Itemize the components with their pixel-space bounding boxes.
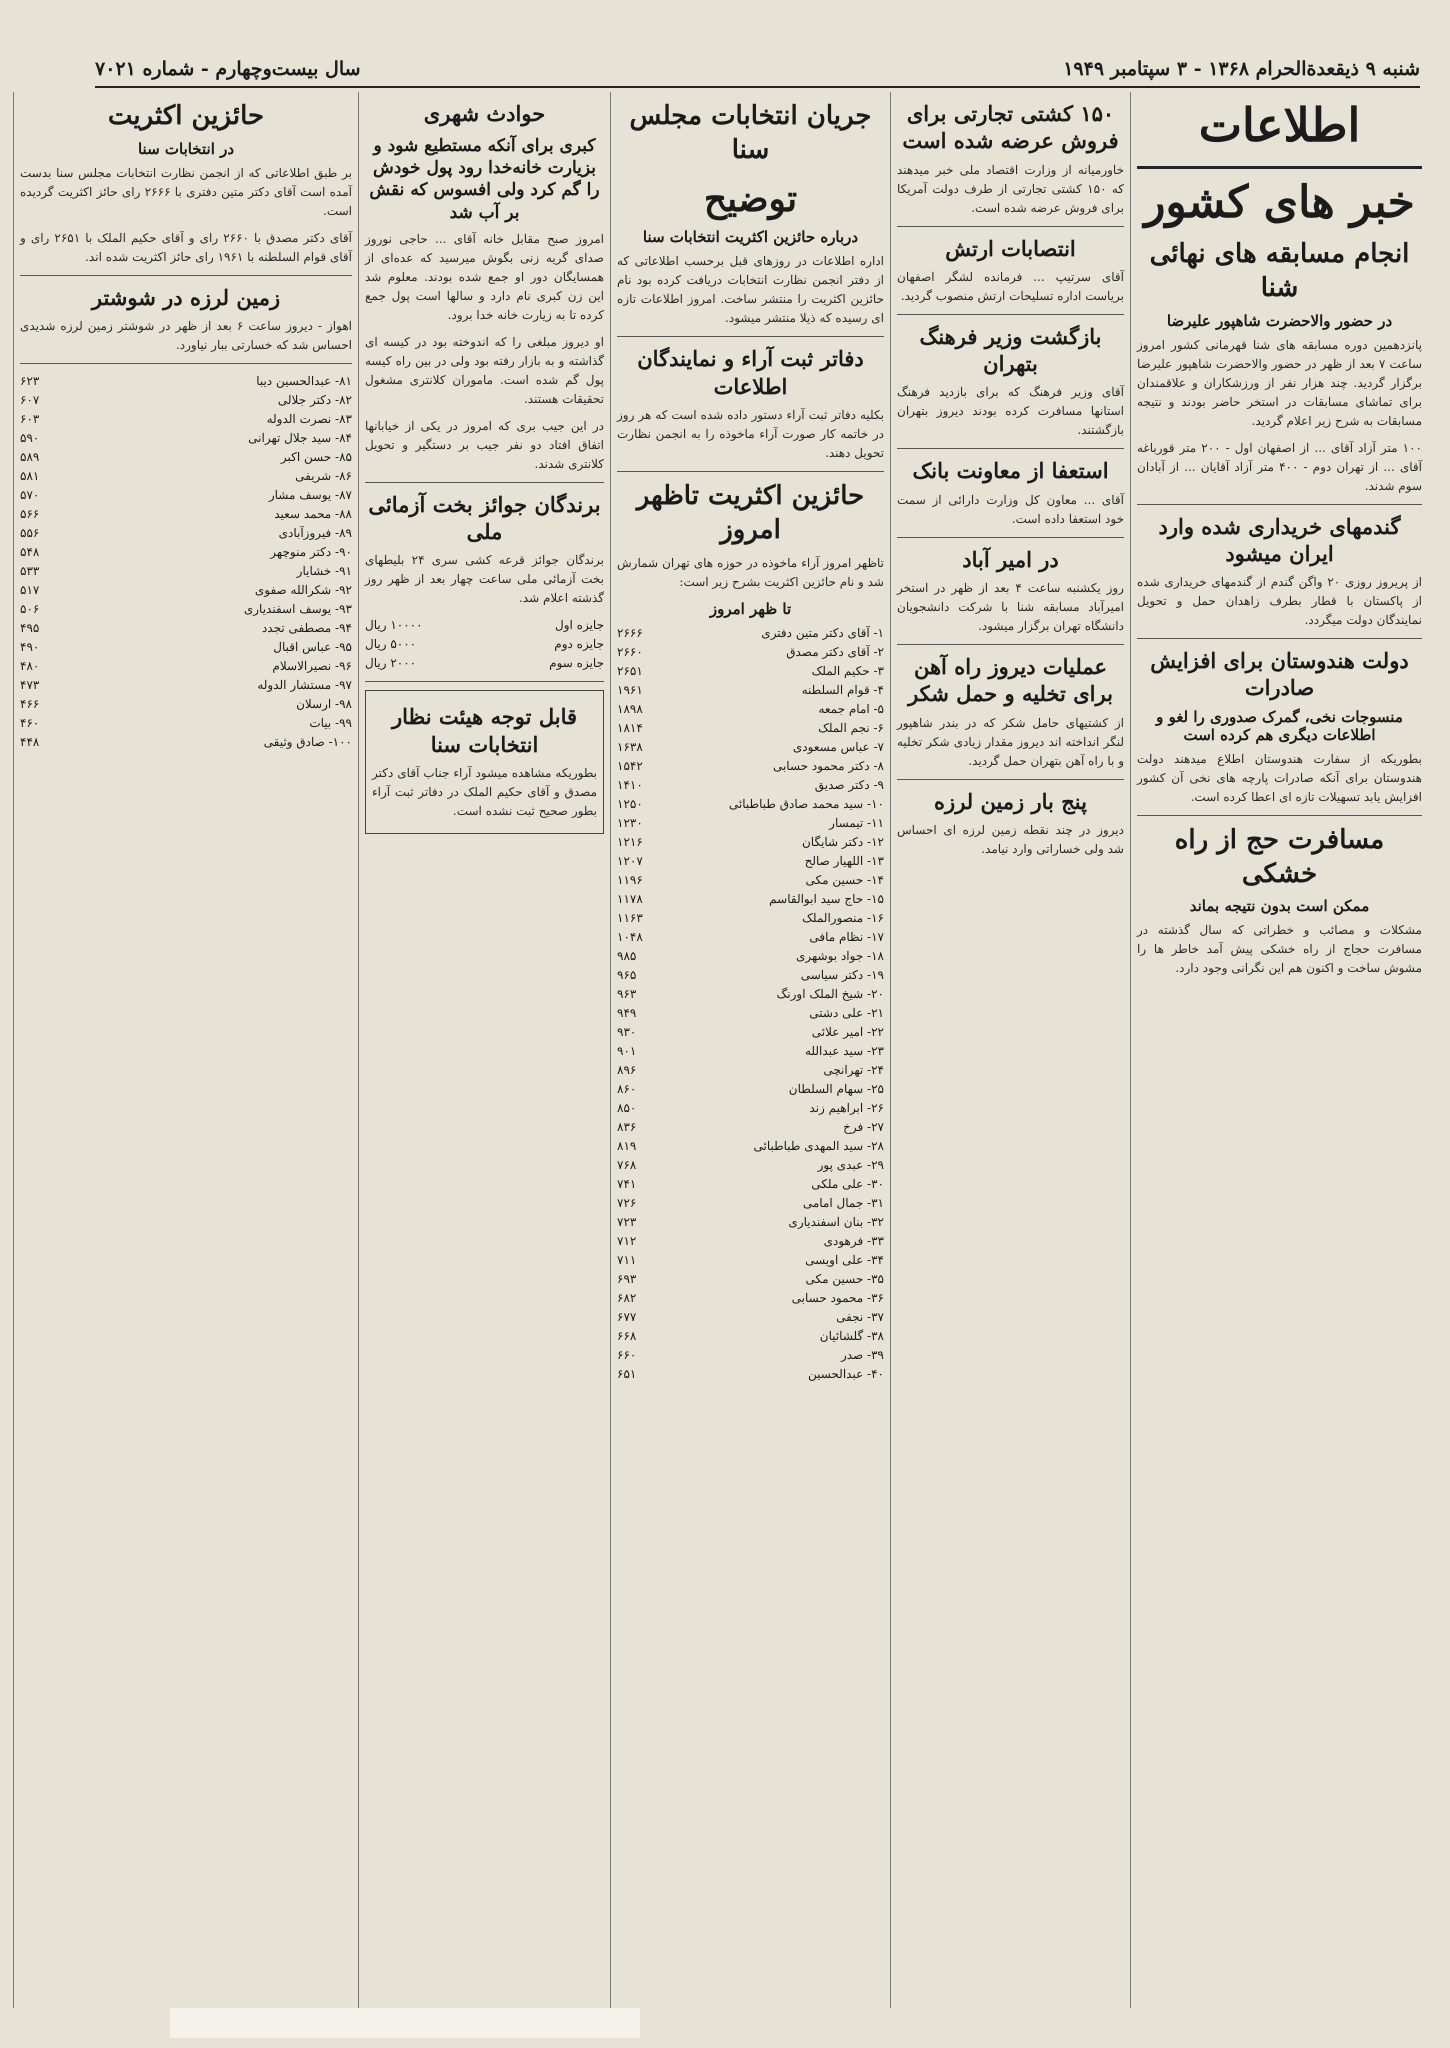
list-item-value: ۹۰۱: [617, 1043, 637, 1058]
list-item-label: ۳۱- جمال امامی: [802, 1195, 884, 1210]
headline-army: انتصابات ارتش: [945, 235, 1076, 261]
list-item: [20, 733, 352, 752]
list-item-value: ۱۵۴۲: [617, 758, 643, 773]
masthead: اطلاعات: [1198, 98, 1361, 152]
list-item-value: ۱۲۳۰: [617, 815, 643, 830]
divider: [365, 482, 604, 483]
list-item-label: ۳۷- نجفی: [836, 1309, 884, 1324]
list-item-label: ۴- قوام السلطنه: [801, 682, 884, 697]
divider: [897, 314, 1124, 315]
column-1: [1130, 92, 1428, 2008]
list-item-label: ۱۳- اللهیار صالح: [804, 853, 884, 868]
list-item: [20, 524, 352, 543]
list-item: [20, 638, 352, 657]
list-item: [20, 695, 352, 714]
list-item-value: ۴۶۰: [20, 716, 40, 731]
headline-earthquake: پنج بار زمین لرزه: [934, 788, 1087, 814]
list-item-value: ۱۹۶۱: [617, 682, 643, 697]
list-item-label: ۳۹- صدر: [840, 1347, 884, 1362]
list-item: [20, 562, 352, 581]
list-item-label: ۲۴- تهرانچی: [823, 1062, 884, 1077]
list-item: [617, 681, 884, 700]
article-body: مشکلات و مصائب و خطراتی که سال گذشته در مسافرت حجاج از راه خشکی پیش آمد خاطر ها را مشوش ساخت و اکنون هم این نگرانی وجود دارد.: [1137, 923, 1422, 976]
list-item-value: ۶۰۳: [20, 412, 40, 427]
headline-ships: ۱۵۰ کشتی تجارتی برای فروش عرضه شده است: [902, 101, 1119, 154]
headline-shushtar: زمین لرزه در شوشتر: [91, 284, 281, 310]
list-title: تا ظهر امروز: [709, 599, 792, 618]
headline-kobra: کبری برای آنکه مستطیع شود و بزیارت خانه‌خدا رود پول خودش را گم کرد ولی افسوس که نقش بر آب شد: [369, 136, 600, 223]
article-body: از کشتیهای حامل شکر که در بندر شاهپور لنگر انداخته اند دیروز مقدار زیادی شکر تخلیه و با راه آهن بتهران حمل گردید.: [897, 715, 1124, 768]
list-item-value: ۷۱۱: [617, 1252, 637, 1267]
headline-swimming: انجام مسابقه های نهائی شنا: [1149, 239, 1410, 303]
list-item: [20, 600, 352, 619]
list-item-label: ۷- عباس مسعودی: [792, 739, 884, 754]
list-item-value: ۱۰۴۸: [617, 929, 643, 944]
headline-registry: دفاتر ثبت آراء و نمایندگان اطلاعات: [637, 346, 864, 399]
list-item-value: ۵۸۹: [20, 450, 40, 465]
list-item-value: ۵۷۰: [20, 488, 40, 503]
list-item-value: ۹۶۳: [617, 986, 637, 1001]
list-item-label: ۱۵- حاج سید ابوالقاسم: [769, 891, 884, 906]
list-item: [365, 635, 604, 654]
divider: [20, 275, 352, 276]
list-item-label: ۲۱- علی دشتی: [809, 1005, 884, 1020]
list-item-value: ۹۴۹: [617, 1005, 637, 1020]
list-item: [20, 657, 352, 676]
list-item-value: ۵۴۸: [20, 545, 40, 560]
divider: [20, 363, 352, 364]
blank-strip: [170, 2008, 640, 2038]
article-body: امروز صبح مقابل خانه آقای ... حاجی نوروز صدای گریه زنی بگوش میرسید که عده‌ای از همسایگان دور او جمع شده بودند. معلوم شد این زن کبری نام دارد و سالها است پول جمع کرده تا به زیارت خانه خدا برود.: [365, 231, 604, 322]
list-item: [617, 1080, 884, 1099]
list-item-label: ۳۴- علی اویسی: [805, 1252, 884, 1267]
list-item: [617, 1156, 884, 1175]
list-item: [20, 714, 352, 733]
list-item-label: ۲۶- ابراهیم زند: [809, 1100, 884, 1115]
subheadline-hajj: ممکن است بدون نتیجه بماند: [1189, 897, 1370, 916]
divider: [897, 644, 1124, 645]
list-item-value: ۱۴۱۰: [617, 777, 643, 792]
subheadline-winners: در انتخابات سنا: [137, 139, 235, 158]
list-item-value: ۹۸۵: [617, 948, 637, 963]
list-item-value: ۶۶۸: [617, 1328, 637, 1343]
headline-lottery: برندگان جوائز بخت آزمائی ملی: [368, 491, 601, 544]
headline-senate: جریان انتخابات مجلس سنا: [629, 101, 872, 165]
list-item: [617, 985, 884, 1004]
list-item-label: ۲۵- سهام السلطان: [788, 1081, 884, 1096]
list-item: [617, 909, 884, 928]
article-body: ۱۰۰ متر آزاد آقای ... از اصفهان اول - ۲۰۰ متر قورباغه آقای ... از تهران دوم - ۴۰۰ متر آزاد آقایان ... از آبادان سوم شدند.: [1137, 440, 1423, 493]
column-3: [610, 92, 890, 2008]
article-body: از پریروز روزی ۲۰ واگن گندم از گندمهای خریداری شده از پاکستان با قطار بطرف زاهدان حمل و تحویل نمایندگان دولت میگردد.: [1137, 575, 1422, 628]
headline-city-news: حوادث شهری: [423, 101, 546, 126]
subheadline-explanation: درباره حائزین اکثریت انتخابات سنا: [642, 228, 859, 247]
divider: [1137, 815, 1422, 816]
list-item-value: ۷۱۲: [617, 1233, 637, 1248]
list-item-value: ۷۶۸: [617, 1157, 637, 1172]
divider: [897, 448, 1124, 449]
subheadline-swimming: در حضور والاحضرت شاهپور علیرضا: [1166, 311, 1393, 330]
list-item-label: ۳۶- محمود حسابی: [791, 1290, 884, 1305]
list-item: [617, 1308, 884, 1327]
list-item: [365, 616, 604, 635]
article-body: آقای سرتیپ ... فرمانده لشگر اصفهان بریاست اداره تسلیحات ارتش منصوب گردید.: [897, 269, 1124, 303]
list-item: [617, 1232, 884, 1251]
list-item-label: ۳۳- فرهودی: [823, 1233, 884, 1248]
article-body: روز یکشنبه ساعت ۴ بعد از ظهر در استخر امیرآباد مسابقه شنا با شرکت دانشجویان دانشگاه تهران برگزار میشود.: [897, 581, 1124, 634]
list-item: [617, 1042, 884, 1061]
list-item-value: ۲۶۶۶: [617, 625, 643, 640]
list-item-label: ۹۳- یوسف اسفندیاری: [243, 602, 352, 617]
list-item: [617, 1327, 884, 1346]
list-item-label: ۸۱- عبدالحسین دیبا: [256, 374, 352, 389]
list-item: [617, 947, 884, 966]
list-item: [617, 833, 884, 852]
list-item: [617, 1251, 884, 1270]
list-item: [20, 448, 352, 467]
votes-list: [617, 624, 884, 1384]
list-item-label: جایزه دوم: [554, 637, 604, 652]
list-item-label: ۲۸- سید المهدی طباطبائی: [753, 1138, 884, 1153]
list-item: [20, 486, 352, 505]
list-item-value: ۹۳۰: [617, 1024, 637, 1039]
list-item: [617, 1023, 884, 1042]
list-item-value: ۵۳۳: [20, 564, 40, 579]
list-item-label: ۸۸- محمد سعید: [274, 507, 352, 522]
list-item-label: ۸۶- شریفی: [295, 469, 352, 484]
list-item-value: ۱۱۶۳: [617, 910, 643, 925]
list-item-label: ۸۴- سید جلال تهرانی: [248, 431, 352, 446]
list-item-value: ۶۹۳: [617, 1271, 637, 1286]
article-body: او دیروز مبلغی را که اندوخته بود در کیسه ای گذاشته و به بازار رفته بود ولی در بین راه کیسه پول گم شده است. ماموران کلانتری مشغول تحقیقات هستند.: [365, 334, 604, 406]
list-item-value: ۵۰۰۰ ریال: [365, 637, 417, 652]
list-item: [617, 890, 884, 909]
divider: [365, 681, 604, 682]
list-item-value: ۱۸۱۴: [617, 720, 643, 735]
list-item: [20, 391, 352, 410]
article-body: بطوریکه از سفارت هندوستان اطلاع میدهند دولت هندوستان برای آنکه صادرات پارچه های نخی آن کشور افزایش یابد تسهیلات تازه ای اعطا کرده است.: [1137, 751, 1422, 804]
article-body: آقای وزیر فرهنگ که برای بازدید فرهنگ استانها مسافرت کرده بودند دیروز بتهران بازگشتند.: [897, 385, 1124, 438]
article-body: تاظهر امروز آراء ماخوذه در حوزه های تهران شمارش شد و نام حائزین اکثریت بشرح زیر است:: [617, 555, 884, 589]
list-item-label: ۲۹- عبدی پور: [817, 1157, 884, 1172]
list-item-value: ۸۶۰: [617, 1081, 637, 1096]
list-item-label: ۳۸- گلشائیان: [819, 1328, 884, 1343]
headline-majority-winners: حائزین اکثریت: [107, 101, 265, 131]
list-item-label: ۸- دکتر محمود حسابی: [772, 758, 884, 773]
list-item-value: ۸۵۰: [617, 1100, 637, 1115]
list-item-value: ۱۱۹۶: [617, 872, 643, 887]
list-item: [20, 505, 352, 524]
article-body: دیروز در چند نقطه زمین لرزه ای احساس شد ولی خساراتی وارد نیامد.: [897, 822, 1124, 856]
list-item: [617, 852, 884, 871]
list-item-label: ۱- آقای دکتر متین دفتری: [761, 625, 884, 640]
list-item: [365, 654, 604, 673]
list-item-value: ۴۴۸: [20, 735, 40, 750]
list-item: [20, 372, 352, 391]
list-item-label: ۲۷- فرخ: [843, 1119, 884, 1134]
list-item: [20, 676, 352, 695]
list-item-label: ۱۰- سید محمد صادق طباطبائی: [728, 796, 884, 811]
list-item-value: ۱۶۳۸: [617, 739, 643, 754]
list-item-label: ۹۹- بیات: [309, 716, 352, 731]
list-item-value: ۶۵۱: [617, 1366, 637, 1381]
list-item: [617, 1175, 884, 1194]
lottery-list: [365, 616, 604, 673]
header-issue: سال بیست‌وچهارم - شماره ۷۰۲۱: [95, 58, 361, 80]
list-item-value: ۴۸۰: [20, 659, 40, 674]
list-item-label: ۲- آقای دکتر مصدق: [786, 644, 884, 659]
list-item: [617, 1213, 884, 1232]
list-item-value: ۲۰۰۰ ریال: [365, 656, 417, 671]
list-item-value: ۴۹۵: [20, 621, 40, 636]
list-item-label: ۱۰۰- صادق وثیقی: [263, 735, 352, 750]
list-item: [20, 543, 352, 562]
list-item-label: جایزه اول: [555, 618, 604, 633]
list-item-value: ۱۱۷۸: [617, 891, 643, 906]
article-body: اهواز - دیروز ساعت ۶ بعد از ظهر در شوشتر زمین لرزه شدیدی احساس شد که خسارتی ببار نیاورد.: [20, 319, 352, 353]
headline-india: دولت هندوستان برای افزایش صادرات: [1150, 648, 1409, 701]
list-item: [617, 1118, 884, 1137]
list-item-label: ۹- دکتر صدیق: [814, 777, 884, 792]
headline-bank: استعفا از معاونت بانک: [912, 458, 1109, 484]
column-2: [890, 92, 1130, 2008]
list-item: [20, 410, 352, 429]
list-item: [617, 1137, 884, 1156]
list-item-value: ۶۸۲: [617, 1290, 637, 1305]
headline-minister: بازگشت وزیر فرهنگ بتهران: [919, 323, 1102, 377]
list-item-label: ۸۵- حسن اکبر: [280, 450, 352, 465]
list-item-label: ۹۵- عباس اقبال: [273, 640, 352, 655]
list-item: [617, 662, 884, 681]
divider: [897, 226, 1124, 227]
list-item-label: ۴۰- عبدالحسین: [807, 1366, 884, 1381]
list-item-label: ۹۷- مستشار الدوله: [257, 678, 352, 693]
list-item-value: ۱۲۱۶: [617, 834, 643, 849]
list-item-value: ۸۹۶: [617, 1062, 637, 1077]
list-item-value: ۸۳۶: [617, 1119, 637, 1134]
list-item-label: ۲۲- امیر علائی: [811, 1024, 884, 1039]
article-body: برندگان جوائز قرعه کشی سری ۲۴ بلیطهای بخت آزمائی ملی ساعت چهار بعد از ظهر روز گذشته اعلام شد.: [365, 553, 604, 606]
list-item-value: ۶۶۰: [617, 1347, 637, 1362]
votes-list: [20, 372, 352, 752]
list-item: [617, 719, 884, 738]
article-body: بر طبق اطلاعاتی که از انجمن نظارت انتخابات مجلس سنا بدست آمده است آقای دکتر متین دفتری با ۲۶۶۶ رای حائز اکثریت گردیده است.: [20, 165, 352, 218]
list-item: [20, 619, 352, 638]
list-item-value: ۷۲۶: [617, 1195, 637, 1210]
list-item: [617, 1061, 884, 1080]
list-item: [617, 928, 884, 947]
list-item-value: ۵۵۶: [20, 526, 40, 541]
headline-explanation: توضیح: [703, 177, 798, 220]
list-item-value: ۱۲۵۰: [617, 796, 643, 811]
article-body: بکلیه دفاتر ثبت آراء دستور داده شده است که هر روز در خاتمه کار صورت آراء ماخوذه را به انجمن نظارت تحویل دهند.: [617, 407, 884, 460]
list-item-value: ۷۴۱: [617, 1176, 637, 1191]
list-item-label: ۱۸- جواد بوشهری: [795, 948, 884, 963]
list-item: [617, 1004, 884, 1023]
list-item-label: ۹۴- مصطفی تجدد: [261, 621, 352, 636]
list-item: [617, 871, 884, 890]
list-item-value: ۲۶۶۰: [617, 644, 643, 659]
list-item-value: ۱۲۰۷: [617, 853, 643, 868]
list-item: [20, 429, 352, 448]
list-item-label: ۱۹- دکتر سیاسی: [800, 967, 884, 982]
list-item-value: ۴۶۶: [20, 697, 40, 712]
list-item-label: ۱۲- دکتر شایگان: [801, 834, 884, 849]
article-body: در این جیب بری که امروز در یکی از خیابانها اتفاق افتاد دو نفر جیب بر دستگیر و تحویل کلانتری شدند.: [365, 418, 604, 471]
header-bar: [95, 52, 1420, 88]
list-item-value: ۶۲۳: [20, 374, 40, 389]
list-item-value: ۵۸۱: [20, 469, 40, 484]
list-item: [617, 1289, 884, 1308]
headline-notice: قابل توجه هیئت نظار انتخابات سنا: [391, 704, 578, 757]
article-body: پانزدهمین دوره مسابقه های شنا قهرمانی کشور امروز ساعت ۷ بعد از ظهر در حضور والاحضرت شاهپور علیرضا برگزار گردید. چند هزار نفر از ورزشکاران و علاقمندان برای تماشای مسابقات در استخر حاضر بودند و نتیجه مسابقات به شرح زیر اعلام گردید.: [1137, 337, 1423, 428]
article-body: آقای دکتر مصدق با ۲۶۶۰ رای و آقای حکیم الملک با ۲۶۵۱ رای و آقای قوام السلطنه با ۱۹۶۱ رای حائز اکثریت شده اند.: [20, 230, 352, 264]
list-item-value: ۶۷۷: [617, 1309, 637, 1324]
list-item-label: ۸۷- یوسف مشار: [268, 488, 352, 503]
headline-amirabad: در امیر آباد: [962, 546, 1059, 572]
list-item: [617, 738, 884, 757]
section-title: خبر های کشور: [1137, 166, 1422, 228]
list-item-label: ۹۰- دکتر منوچهر: [270, 545, 352, 560]
list-item: [617, 1270, 884, 1289]
column-5: [13, 92, 358, 2008]
list-item-label: ۲۰- شیخ الملک اورنگ: [776, 986, 884, 1001]
list-item-label: ۹۱- خشایار: [296, 564, 352, 579]
list-item-label: ۳۲- بنان اسفندیاری: [788, 1214, 884, 1229]
subheadline-india: منسوجات نخی، گمرک صدوری را لغو و اطلاعات دیگری هم کرده است: [1156, 707, 1403, 744]
list-item-label: ۱۷- نظام مافی: [809, 929, 884, 944]
list-item-label: ۸۹- فیروزآبادی: [278, 526, 352, 541]
list-item: [617, 795, 884, 814]
list-item-label: ۱۴- حسین مکی: [805, 872, 884, 887]
list-item-value: ۷۲۳: [617, 1214, 637, 1229]
list-item-value: ۵۱۷: [20, 583, 40, 598]
list-item: [617, 700, 884, 719]
list-item-value: ۵۹۰: [20, 431, 40, 446]
divider: [1137, 638, 1422, 639]
list-item: [617, 624, 884, 643]
article-body: آقای ... معاون کل وزارت دارائی از سمت خود استعفا داده است.: [897, 492, 1124, 526]
list-item-value: ۴۹۰: [20, 640, 40, 655]
list-item-value: ۶۰۷: [20, 393, 40, 408]
list-item: [617, 757, 884, 776]
list-item: [617, 776, 884, 795]
divider: [897, 779, 1124, 780]
list-item-label: ۳۵- حسین مکی: [805, 1271, 884, 1286]
list-item-label: ۸۲- دکتر جلالی: [277, 393, 352, 408]
list-item: [617, 814, 884, 833]
list-item-label: ۹۲- شکرالله صفوی: [254, 583, 352, 598]
list-item-value: ۵۶۶: [20, 507, 40, 522]
list-item: [617, 966, 884, 985]
notice-box: [365, 690, 604, 834]
list-item: [617, 1099, 884, 1118]
list-item: [617, 1346, 884, 1365]
list-item-value: ۸۱۹: [617, 1138, 637, 1153]
list-item-value: ۹۶۵: [617, 967, 637, 982]
list-item: [617, 1194, 884, 1213]
divider: [897, 537, 1124, 538]
headline-wheat: گندمهای خریداری شده وارد ایران میشود: [1158, 513, 1401, 566]
list-item-value: ۴۷۳: [20, 678, 40, 693]
headline-railway: عملیات دیروز راه آهن برای تخلیه و حمل شکر: [908, 654, 1113, 707]
article-body: اداره اطلاعات در روزهای قبل برحسب اطلاعاتی که از دفتر انجمن نظارت انتخابات دریافت کرده بود نام حائزین اکثریت را منتشر ساخت. امروز اطلاعات تازه ای رسیده که ذیلا منتشر میشود.: [617, 254, 884, 326]
list-item-value: ۲۶۵۱: [617, 663, 643, 678]
divider: [617, 336, 884, 337]
headline-hajj: مسافرت حج از راه خشکی: [1174, 824, 1385, 889]
headline-majority: حائزین اکثریت تاظهر امروز: [636, 480, 865, 545]
list-item-label: ۳۰- علی ملکی: [811, 1176, 884, 1191]
list-item-label: ۵- امام جمعه: [818, 701, 884, 716]
list-item-label: ۱۶- منصورالملک: [802, 910, 884, 925]
divider: [617, 471, 884, 472]
list-item-value: ۱۰۰۰۰ ریال: [365, 618, 423, 633]
list-item: [20, 467, 352, 486]
list-item-label: ۲۳- سید عبدالله: [804, 1043, 884, 1058]
divider: [1137, 504, 1422, 505]
article-body: بطوریکه مشاهده میشود آراء جناب آقای دکتر مصدق و آقای حکیم الملک در دفاتر ثبت آراء بطور صحیح ثبت نشده است.: [372, 765, 597, 818]
list-item: [617, 643, 884, 662]
list-item: [617, 1365, 884, 1384]
list-item-label: ۳- حکیم الملک: [811, 663, 884, 678]
list-item-value: ۵۰۶: [20, 602, 40, 617]
column-4: [358, 92, 610, 2008]
list-item-label: ۱۱- تیمسار: [829, 815, 884, 830]
list-item-label: جایزه سوم: [549, 656, 604, 671]
list-item-label: ۹۶- نصیرالاسلام: [272, 659, 352, 674]
article-body: خاورمیانه از وزارت اقتصاد ملی خبر میدهند که ۱۵۰ کشتی تجارتی از طرف دولت آمریکا برای فروش عرضه شده است.: [897, 162, 1124, 215]
list-item-label: ۹۸- ارسلان: [296, 697, 352, 712]
header-date: شنبه ۹ ذیقعدة‌الحرام ۱۳۶۸ - ۳ سپتامبر ۱۹۴۹: [1063, 58, 1420, 80]
list-item-label: ۸۳- نصرت الدوله: [266, 412, 352, 427]
list-item: [20, 581, 352, 600]
list-item-label: ۶- نجم الملک: [818, 720, 884, 735]
list-item-value: ۱۸۹۸: [617, 701, 643, 716]
